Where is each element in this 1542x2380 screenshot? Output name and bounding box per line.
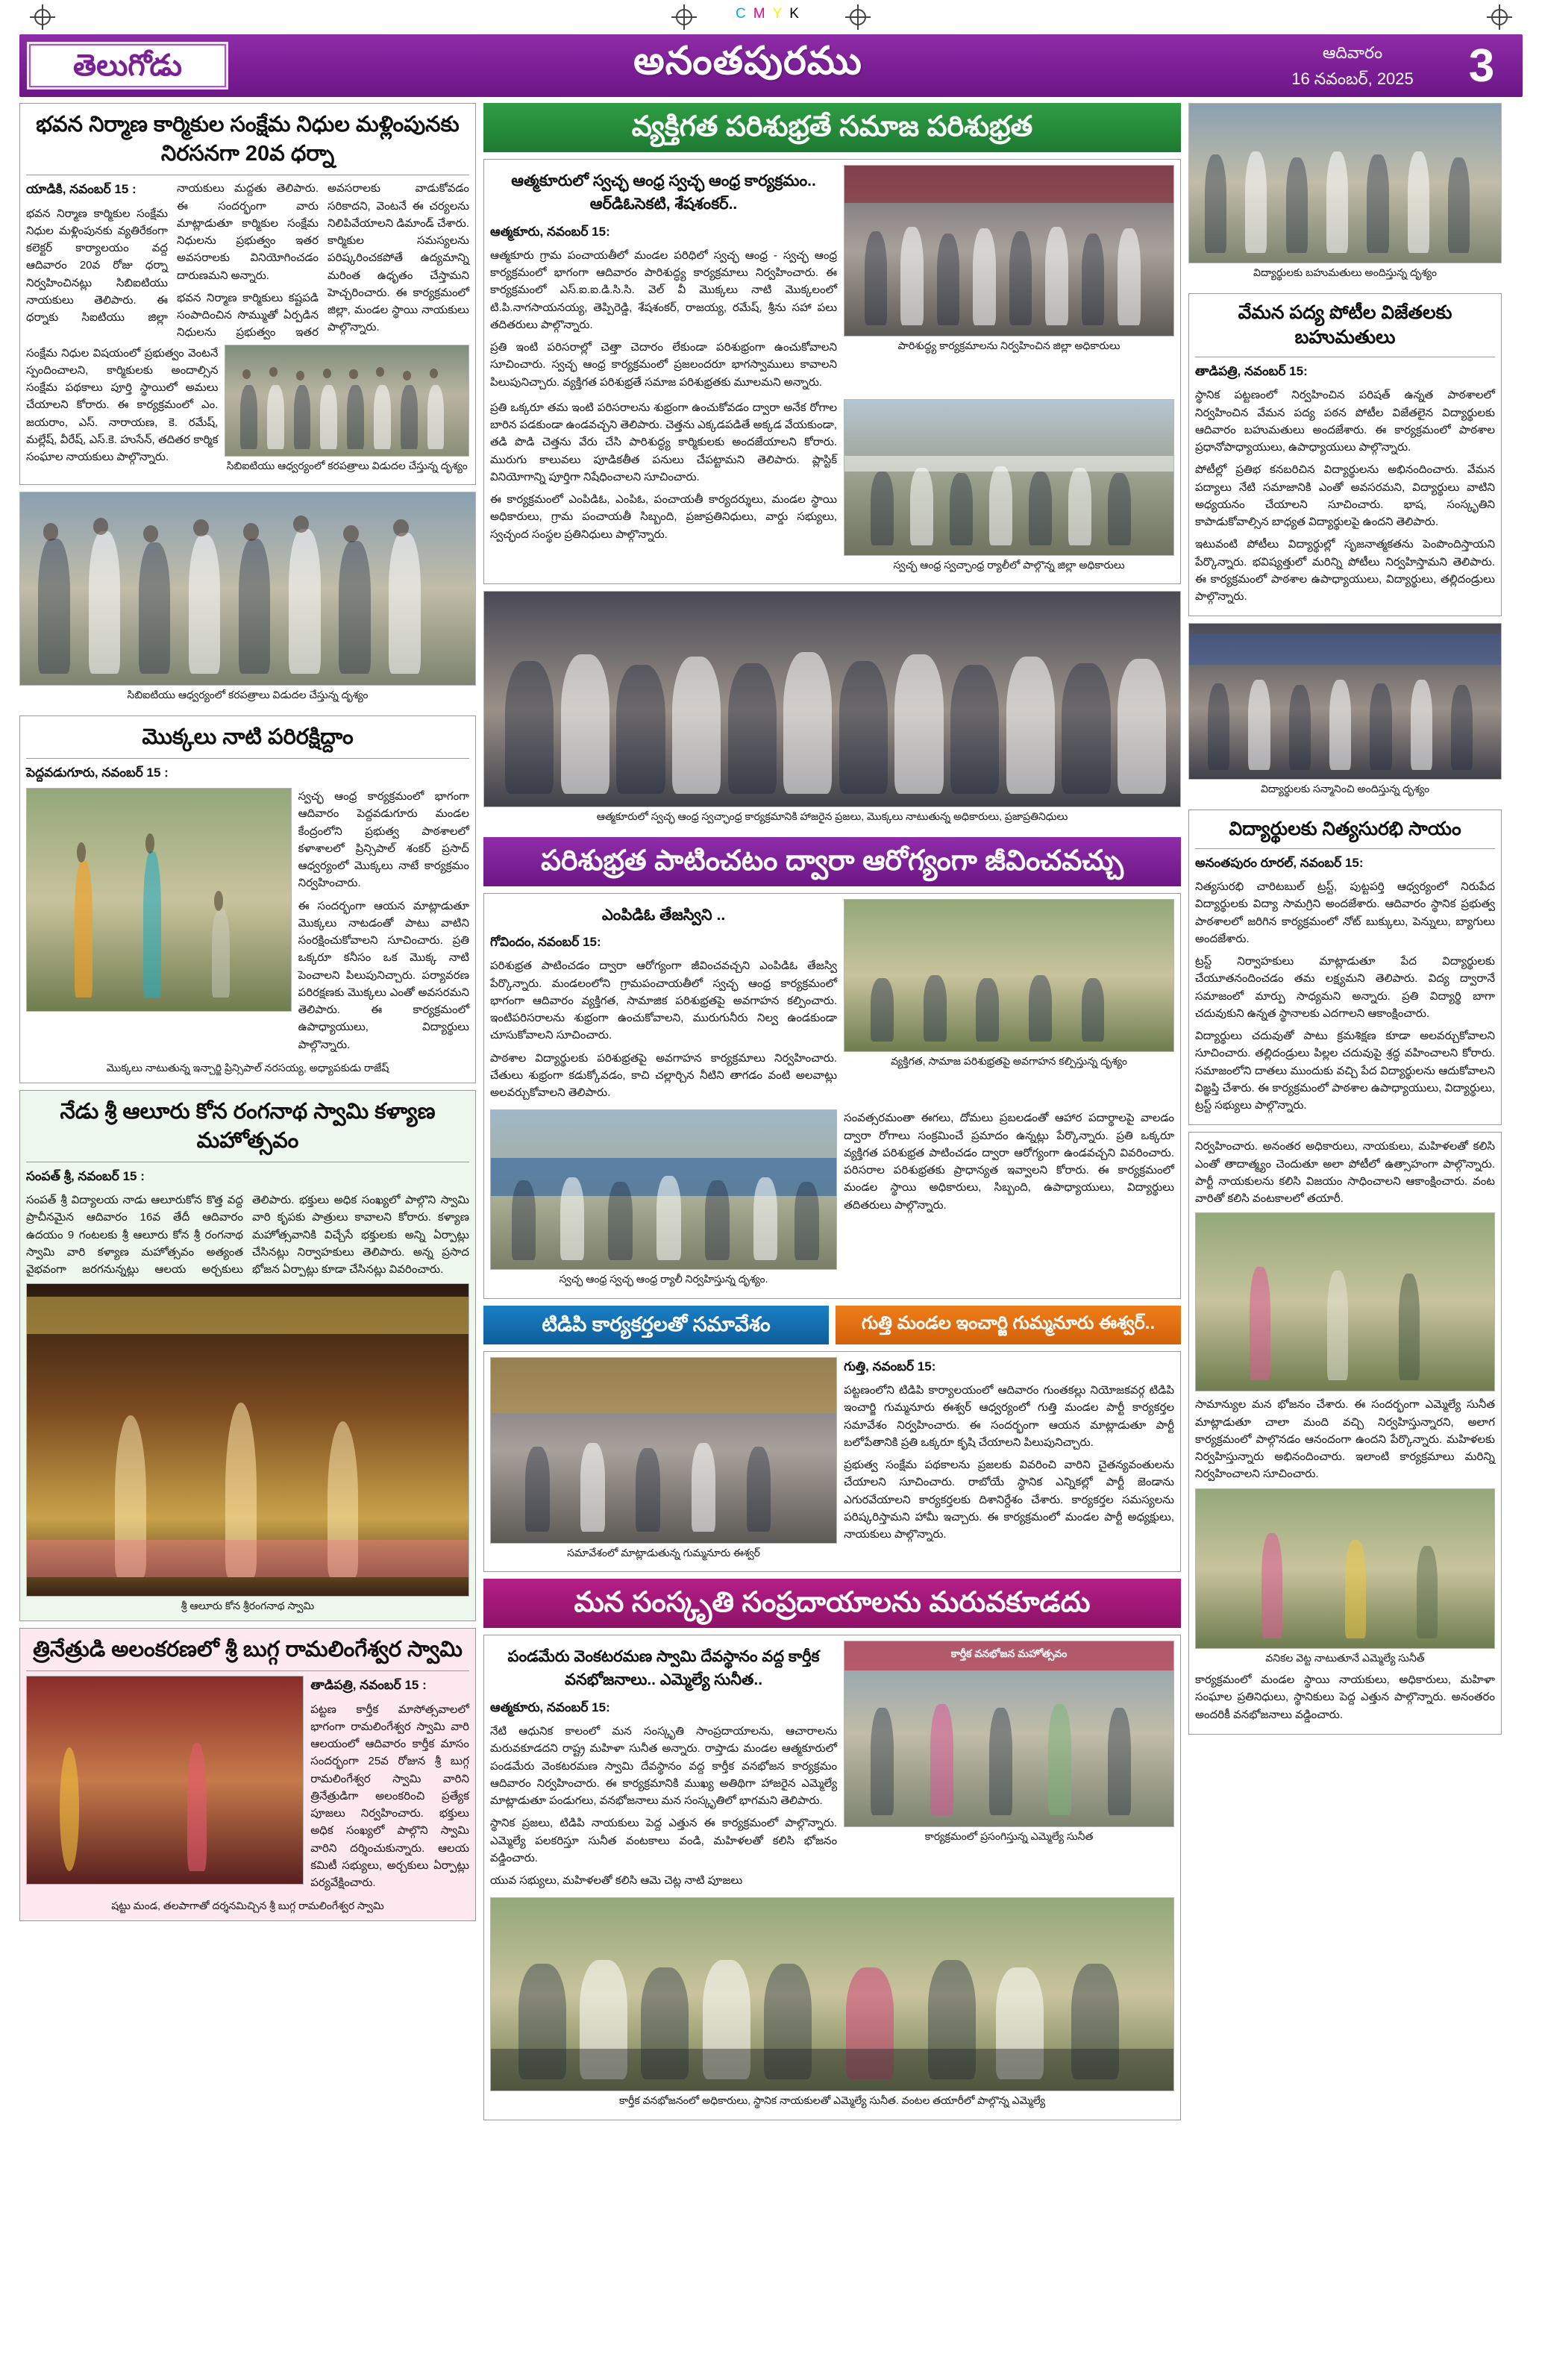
photo-swachh-rally-2 bbox=[490, 1109, 837, 1270]
article-headline: నేడు శ్రీ ఆలూరు కోన రంగనాథ స్వామి కళ్యాణ మహోత్సవం bbox=[60, 1099, 436, 1153]
photo-prize-distribution-2 bbox=[1188, 623, 1502, 780]
photo-vanabhojanalu-dais bbox=[844, 1641, 1174, 1827]
article-paragraph: ప్రతి ఒక్కరూ తమ ఇంటి పరిసరాలను శుభ్రంగా ఉంచుకోవడం ద్వారా అనేక రోగాల బారిన పడకుండా ఉండవచ్చని తెలిపారు. చెత్తను ఎక్కడపడితే అక్కడ వేయకుండా, తడి పొడి చెత్తను వేరు చేసి పారిశుద్ధ్య కార్మికులకు అందజేయాలని కోరారు. మురుగు కాలువలు పూడికతీత పనులు చేపట్టామని తెలిపారు. ప్లాస్టిక్ వినియోగాన్ని పూర్తిగా నిషేధించాలని సూచించారు. bbox=[490, 401, 838, 483]
article-subhead: ఎంపిడిఓ తేజస్విని .. bbox=[601, 906, 726, 924]
photo-caption: సిబిఐటియు ఆధ్వర్యంలో కరపత్రాలు విడుదల చేస్తున్న దృశ్యం bbox=[226, 459, 468, 472]
dateline: గుత్తి, నవంబర్ 15: bbox=[844, 1359, 936, 1374]
banner-hygiene-health: పరిశుభ్రత పాటించటం ద్వారా ఆరోగ్యంగా జీవించవచ్చు bbox=[483, 837, 1181, 886]
dateline: ఆత్మకూరు, నవంబర్ 15: bbox=[490, 1700, 610, 1714]
article-ramalingeswara-swamy bbox=[19, 1628, 476, 1921]
article-paragraph: ఇటువంటి పోటీలు విద్యార్థుల్లో సృజనాత్మకతను పెంపొందిస్తాయని పేర్కొన్నారు. భవిష్యత్తులో మరిన్ని పోటీలు నిర్వహిస్తామని తెలిపారు. ఈ కార్యక్రమంలో పాఠశాల ఉపాధ్యాయులు, విద్యార్థులు, తల్లిదండ్రులు పాల్గొన్నారు. bbox=[1195, 538, 1495, 604]
photo-plantation bbox=[26, 788, 292, 1012]
edition-title: అనంతపురము bbox=[633, 39, 862, 83]
cmyk-y: Y bbox=[772, 6, 790, 22]
article-paragraph: ఈ సందర్భంగా ఆయన మాట్లాడుతూ మొక్కలు నాటడంతో పాటు వాటిని సంరక్షించుకోవాలని సూచించారు. ప్రతి ఒక్కరూ కనీసం ఒక మొక్క నాటి పెంచాలని పిలుపునిచ్చారు. పర్యావరణ పరిరక్షణకు మొక్కలు ఎంతో అవసరమని తెలిపారు. ఈ కార్యక్రమంలో ఉపాధ్యాయులు, విద్యార్థులు పాల్గొన్నారు. bbox=[298, 899, 469, 1051]
logo-text: తెలుగోడు bbox=[73, 49, 182, 82]
photo-caption: షట్టు మండ, తలపాగాతో దర్శనమిచ్చిన శ్రీ బుగ్గ రామలింగేశ్వర స్వామి bbox=[111, 1900, 384, 1912]
article-headline: వేమన పద్య పోటీల విజేతలకు బహుమతులు bbox=[1238, 301, 1452, 348]
photo-sanitation-program bbox=[844, 165, 1174, 336]
article-headline: త్రినేత్రుడి అలంకరణలో శ్రీ బుగ్గ రామలింగేశ్వర స్వామి bbox=[33, 1638, 463, 1662]
banner-personal-hygiene: వ్యక్తిగత పరిశుభ్రతే సమాజ పరిశుభ్రత bbox=[483, 103, 1181, 152]
article-workers-protest bbox=[19, 103, 476, 485]
registration-mark-left bbox=[30, 4, 55, 30]
newspaper-logo bbox=[27, 42, 228, 90]
column-right bbox=[1188, 103, 1502, 2120]
article-paragraph: స్థానిక పట్టణంలో నిర్వహించిన పరిషత్ ఉన్నత పాఠశాలలో నిర్వహించిన వేమన పద్య పఠన పోటీల విజేతలైన విద్యార్థులకు ఆదివారం బహుమతులు అందజేశారు. ఈ కార్యక్రమంలో పాఠశాల ప్రధానోపాధ్యాయులు, ఉపాధ్యాయులు పాల్గొన్నారు. bbox=[1195, 389, 1495, 454]
photo-mla-planting-2 bbox=[1195, 1488, 1495, 1649]
photo-caption: విద్యార్థులకు సన్మానించి అందిస్తున్న దృశ్యం bbox=[1260, 783, 1430, 795]
article-paragraph: సామాన్యుల మన భోజనం చేశారు. ఈ సందర్భంగా ఎమ్మెల్యే సునీత మాట్లాడుతూ చాలా మంది వచ్చి నిర్వహిస్తున్నారని, అలాగ కార్యక్రమంలో పాల్గొనడం ఆనందంగా ఉందని పేర్కొన్నారు. మహిళలకు నిర్వహిస్తున్నారు అభినందించారు. ఇలాంటి కార్యక్రమాలు మరిన్ని నిర్వహించాలని సూచించారు. bbox=[1195, 1398, 1495, 1481]
masthead-day: ఆదివారం bbox=[1322, 43, 1383, 62]
article-plantation bbox=[19, 715, 476, 1083]
article-headline: విద్యార్థులకు నిత్యసురభి సాయం bbox=[1229, 818, 1461, 840]
photo-swachh-rally bbox=[844, 399, 1174, 556]
dateline: గోవిందం, నవంబర్ 15: bbox=[490, 935, 601, 950]
column-left bbox=[19, 103, 476, 2120]
photo-caption: కార్యక్రమంలో ప్రసంగిస్తున్న ఎమ్మెల్యే సునీత bbox=[924, 1829, 1094, 1842]
article-paragraph: స్వచ్ఛ ఆంధ్ర కార్యక్రమంలో భాగంగా ఆదివారం పెద్దవడుగూరు మండల కేంద్రంలోని ప్రభుత్వ పాఠశాలలో కళాశాలలో ప్రిన్సిపాల్ శంకర్ ప్రసాద్ ఆధ్వర్యంలో మొక్కలు నాటే కార్యక్రమం నిర్వహించారు. bbox=[298, 790, 469, 890]
photo-mla-planting bbox=[1195, 1212, 1495, 1391]
registration-mark-center-left bbox=[671, 4, 697, 30]
page-number: 3 bbox=[1468, 40, 1495, 92]
article-subhead: ఆత్మకూరులో స్వచ్ఛ ఆంధ్ర స్వచ్ఛ ఆంధ్ర కార్యక్రమం.. ఆర్‌డిఓసెకటి, శేషశంకర్.. bbox=[511, 172, 816, 213]
article-paragraph: పాఠశాల విద్యార్థులకు పరిశుభ్రతపై అవగాహన కార్యక్రమాలు నిర్వహించారు. చేతులు శుభ్రంగా కడుక్కోవడం, కాచి చల్లార్చిన నీటిని తాగడం వంటి అలవాట్లు అలవర్చుకోవాలని తెలిపారు. bbox=[490, 1051, 838, 1100]
article-nityasurabhi-help bbox=[1188, 809, 1502, 1125]
article-paragraph: సంపత్ శ్రీ విద్యాలయ నాడు ఆలూరుకోన కొత్త వద్ద ప్రాచీనమైన ఆదివారం 16వ తేదీ ఆదివారం ఉదయం 9 గంటలకు శ్రీ ఆలూరు కోన శ్రీ రంగనాథ స్వామి వారి కళ్యాణ మహోత్సవం అత్యంత వైభవంగా జరగనున్నట్లు ఆలయ అర్చకులు తెలిపారు. భక్తులు అధిక సంఖ్యలో పాల్గొని స్వామి వారి కృపకు పాత్రులు కావాలని కోరారు. కళ్యాణ మహోత్సవానికి విచ్చేసే భక్తులకు అన్ని ఏర్పాట్లు చేసినట్లు నిర్వాహకులు తెలిపారు. అన్న ప్రసాద భోజన ఏర్పాట్లు కూడా చేసినట్లు వివరించారు. bbox=[26, 1194, 469, 1277]
photo-vanabhojanalu-cooking bbox=[490, 1897, 1174, 2091]
article-paragraph: భవన నిర్మాణ కార్మికులు కష్టపడి సంపాదించిన సొమ్ముతో ఏర్పడిన నిధులను ప్రభుత్వం ఇతర అవసరాలకు వాడుకోవడం సరికాదని, వెంటనే ఈ చర్యలను నిలిపివేయాలని డిమాండ్ చేశారు. కార్మికుల సమస్యలను పరిష్కరించకపోతే ఉద్యమాన్ని మరింత ఉధృతం చేస్తామని హెచ్చరించారు. ఈ కార్యక్రమంలో జిల్లా, మండల స్థాయి నాయకులు పాల్గొన్నారు. bbox=[177, 182, 469, 339]
article-vanabhojanalu-continued bbox=[1188, 1132, 1502, 1735]
photo-block-prizes-mid bbox=[1188, 623, 1502, 798]
article-subhead: పండమేరు వెంకటరమణ స్వామి దేవస్థానం వద్ద కార్తీక వనభోజనాలు.. ఎమ్మెల్యే సునీత.. bbox=[507, 1647, 820, 1689]
photo-caption: సిబిఐటియు ఆధ్వర్యంలో కరపత్రాలు విడుదల చేస్తున్న దృశ్యం bbox=[127, 689, 369, 701]
print-registration-bar bbox=[0, 0, 1542, 34]
cmyk-c: C bbox=[736, 6, 753, 22]
photo-caption: సమావేశంలో మాట్లాడుతున్న గుమ్మనూరు ఈశ్వర్ bbox=[567, 1546, 760, 1559]
photo-atmakuru-event bbox=[483, 591, 1181, 807]
cmyk-k: K bbox=[789, 6, 806, 22]
article-paragraph: స్థానిక ప్రజలు, టిడిపి నాయకులు పెద్ద ఎత్తున ఈ కార్యక్రమంలో పాల్గొన్నారు. ఎమ్మెల్యే పలకరిస్తూ సునీత వంటకాలు వండి, మహిళలతో కలిసి భోజనం వడ్డించారు. bbox=[490, 1817, 838, 1864]
photo-caption: కార్తీక వనభోజనంలో అధికారులు, స్థానిక నాయకులతో ఎమ్మెల్యే సునీత. వంటల తయారీలో పాల్గొన్న ఎమ్మెల్యే bbox=[618, 2094, 1046, 2107]
photo-shiva-alankarana bbox=[26, 1676, 304, 1885]
column-center bbox=[483, 103, 1181, 2120]
photo-caption: స్వచ్ఛ ఆంధ్ర స్వచ్ఛ ఆంధ్ర ర్యాలీ నిర్వహిస్తున్న దృశ్యం. bbox=[559, 1273, 768, 1285]
article-swachh-andhra bbox=[483, 159, 1181, 585]
article-paragraph: సంవత్సరమంతా ఈగలు, దోమలు ప్రబలడంతో ఆహార పదార్థాలపై వాలడం ద్వారా రోగాలు సంక్రమించే ప్రమాదం ఉన్నట్లు పేర్కొన్నారు. ప్రతి ఒక్కరూ వ్యక్తిగత పరిశుభ్రత పాటించడం ద్వారా ఆరోగ్యంగా ఉండవచ్చని వివరించారు. పరిసరాల పరిశుభ్రతకు ప్రాధాన్యత ఇవ్వాలని కోరారు. ఈ కార్యక్రమంలో మండల స్థాయి అధికారులు, సిబ్బంది, ఉపాధ్యాయులు, విద్యార్థులు తదితరులు పాల్గొన్నారు. bbox=[844, 1112, 1174, 1212]
photo-caption: వనికల వెట్ట నాటుతూనే ఎమ్మెల్యే సునీత్ bbox=[1265, 1651, 1425, 1664]
article-vanabhojanalu bbox=[483, 1635, 1181, 2120]
article-paragraph: భవన నిర్మాణ కార్మికుల సంక్షేమ నిధుల మళ్లింపునకు వ్యతిరేకంగా కలెక్టర్ కార్యాలయం వద్ద ఆదివారం 20వ రోజు ధర్నా నిర్వహించినట్లు సిబిఐటియు నాయకులు తెలిపారు. ఈ ధర్నాకు సిఐటియు జిల్లా నాయకులు మద్దతు తెలిపారు. ఈ సందర్భంగా వారు మాట్లాడుతూ కార్మికుల సంక్షేమ నిధులను ప్రభుత్వం ఇతర అవసరాలకు వినియోగించడం దారుణమని అన్నారు. bbox=[26, 182, 319, 325]
article-paragraph: ట్రస్ట్ నిర్వాహకులు మాట్లాడుతూ పేద విద్యార్థులకు చేయూతనందించడం తమ లక్ష్యమని తెలిపారు. విద్య ద్వారానే సమాజంలో మార్పు సాధ్యమని అన్నారు. ప్రతి విద్యార్థి బాగా చదువుకుని ఉన్నత స్థానాలకు ఎదగాలని ఆకాంక్షించారు. bbox=[1195, 955, 1495, 1020]
article-paragraph: పట్టణంలోని టిడిపి కార్యాలయంలో ఆదివారం గుంతకల్లు నియోజకవర్గ టిడిపి ఇంచార్జి గుమ్మనూరు ఈశ్వర్ ఆధ్వర్యంలో గుత్తి మండల పార్టీ కార్యకర్తల సమావేశం నిర్వహించారు. ఈ సందర్భంగా ఆయన మాట్లాడుతూ పార్టీ బలోపేతానికి ప్రతి ఒక్కరూ కృషి చేయాలని పిలుపునిచ్చారు. bbox=[844, 1384, 1174, 1449]
article-mpdo-tejaswini bbox=[483, 893, 1181, 1299]
article-paragraph: నిత్యసురభి చారిటబుల్ ట్రస్ట్, పుట్టపర్తి ఆధ్వర్యంలో నిరుపేద విద్యార్థులకు విద్యా సామగ్రిని అందజేశారు. ఆదివారం స్థానిక ప్రభుత్వ పాఠశాలలో జరిగిన కార్యక్రమంలో నోట్ బుక్కులు, పెన్నులు, బ్యాగులు అందజేశారు. bbox=[1195, 880, 1495, 945]
article-paragraph: ప్రభుత్వ సంక్షేమ పథకాలను ప్రజలకు వివరించి వారిని చైతన్యవంతులను చేయాలని సూచించారు. రాబోయే స్థానిక ఎన్నికల్లో పార్టీ జెండాను ఎగురవేయాలని కార్యకర్తలకు దిశానిర్దేశం చేశారు. కార్యకర్తల సమస్యలను పరిష్కరిస్తామని హామీ ఇచ్చారు. ఈ కార్యక్రమంలో మండల పార్టీ అధ్యక్షులు, నాయకులు పాల్గొన్నారు. bbox=[844, 1459, 1174, 1541]
photo-caption: శ్రీ ఆలూరు కోన శ్రీరంగనాథ స్వామి bbox=[181, 1600, 315, 1612]
dateline: తాడిపత్రి, నవంబర్ 15 : bbox=[310, 1678, 427, 1693]
article-tdp-meeting bbox=[483, 1351, 1181, 1573]
article-paragraph: ఆత్మకూరు గ్రామ పంచాయతీలో మండల పరిధిలో స్వచ్ఛ ఆంధ్ర - స్వచ్ఛ ఆంధ్ర కార్యక్రమంలో భాగంగా ఆదివారం పారిశుద్ధ్య కార్యక్రమాలు నిర్వహించారు. ఈ కార్యక్రమంలో ఎస్.ఐ.ఐ.డి.సి.సి. వెల్ వీ మొక్కలు నాటి మొక్కలంలో టి.పి.నాగసాయనయ్య, తెప్పిరెడ్డి, శేషశంకర్, రాజయ్య, రమేష్, శ్రీను సహా పలు తదితరులు పాల్గొన్నారు. bbox=[490, 248, 838, 331]
banner-tdp-meeting: టిడిపి కార్యకర్తలతో సమావేశం bbox=[483, 1306, 829, 1344]
masthead-date: 16 నవంబర్, 2025 bbox=[1291, 69, 1414, 88]
article-paragraph: నేటి ఆధునిక కాలంలో మన సంస్కృతి సాంప్రదాయాలను, ఆచారాలను మరువకూడదని రాష్ట్ర మహిళా సునీత అన్నారు. రాప్తాడు మండల ఆత్మకూరులో పండమేరు వెంకటరమణ స్వామి దేవస్థానం వద్ద కార్తీక వనభోజన కార్యక్రమం ఆదివారం నిర్వహించారు. ఈ కార్యక్రమానికి ముఖ్య అతిథిగా హాజరైన ఎమ్మెల్యే మాట్లాడుతూ పండుగలు, వనభోజనాలు మన సంస్కృతిలో భాగమని తెలిపారు. bbox=[490, 1725, 838, 1808]
photo-tdp-meeting bbox=[490, 1357, 837, 1544]
article-paragraph: ఈ కార్యక్రమంలో ఎంపిడిఓ, ఎంపిఓ, పంచాయతీ కార్యదర్శులు, మండల స్థాయి అధికారులు, గ్రామ పంచాయతీ సిబ్బంది, ప్రజాప్రతినిధులు, వార్డు సభ్యులు, స్వచ్ఛంద సంస్థల ప్రతినిధులు పాల్గొన్నారు. bbox=[490, 493, 838, 541]
article-paragraph: పట్టణ కార్తీక మాసోత్సవాలలో భాగంగా రామలింగేశ్వర స్వామి వారి ఆలయంలో ఆదివారం కార్తీక మాసం సందర్భంగా 25వ రోజున శ్రీ బుగ్గ రామలింగేశ్వర స్వామి వారిని త్రినేత్రుడిగా అలంకరించి ప్రత్యేక పూజలు నిర్వహించారు. భక్తులు అధిక సంఖ్యలో పాల్గొని స్వామి వారిని దర్శించుకున్నారు. ఆలయ కమిటీ సభ్యులు, అర్చకులు ఏర్పాట్లు పర్యవేక్షించారు. bbox=[310, 1703, 469, 1889]
photo-caption: వ్యక్తిగత, సామాజ పరిశుభ్రతపై అవగాహన కల్పిస్తున్న దృశ్యం bbox=[891, 1054, 1127, 1067]
photo-prize-distribution-1 bbox=[1188, 103, 1502, 263]
article-paragraph: నిర్వహించారు. అనంతర అధికారులు, నాయకులు, మహిళలతో కలిసి ఎంతో తాదాత్మ్యం చెందుతూ అలా పోటీలో ఉత్సాహంగా పాల్గొన్నారు. పార్టీ నాయకులను కలిసి విజయం సాధించాలని ఆకాంక్షించారు. వంట వారితో కలిసి వంటకాలలో తయారీ. bbox=[1195, 1140, 1495, 1206]
article-paragraph: పరిశుభ్రత పాటించడం ద్వారా ఆరోగ్యంగా జీవించవచ్చని ఎంపిడిఓ తేజస్వి పేర్కొన్నారు. మండలంలోని గ్రామపంచాయతీలో స్వచ్ఛ ఆంధ్ర కార్యక్రమంలో భాగంగా ఆదివారం వ్యక్తిగత, సామాజిక పరిశుభ్రతపై అవగాహన కల్పించారు. ఇంటిపరిసరాలను శుభ్రంగా ఉంచుకోవాలని, మురుగునీరు నిల్వ ఉండకుండా చూసుకోవాలని సూచించారు. bbox=[490, 959, 838, 1042]
page-grid bbox=[19, 103, 1523, 2120]
photo-caption: విద్యార్థులకు బహుమతులు అందిస్తున్న దృశ్యం bbox=[1253, 266, 1437, 278]
banner-gutti-incharge: గుత్తి మండల ఇంచార్జి గుమ్మనూరు ఈశ్వర్.. bbox=[836, 1306, 1181, 1344]
article-vemana-poetry-prizes bbox=[1188, 293, 1502, 617]
dateline: అనంతపురం రూరల్, నవంబర్ 15: bbox=[1195, 855, 1364, 870]
article-headline: మొక్కలు నాటి పరిరక్షిద్దాం bbox=[142, 724, 354, 749]
photo-pamphlet-release-1 bbox=[225, 345, 469, 457]
photo-caption: మొక్కలు నాటుతున్న ఇన్చార్జి ప్రిన్సిపాల్ నరసయ్య, అధ్యాపకుడు రాజేష్ bbox=[106, 1061, 389, 1074]
registration-mark-right bbox=[1487, 4, 1512, 30]
dateline: తాడిపత్రి, నవంబర్ 15: bbox=[1195, 364, 1308, 379]
dateline: సంపత్ శ్రీ, నవంబర్ 15 : bbox=[26, 1168, 145, 1183]
photo-caption: ఆత్మకూరులో స్వచ్ఛ ఆంధ్ర స్వచ్ఛాంధ్ర కార్యక్రమానికి హాజరైన ప్రజలు, మొక్కలు నాటుతున్న అధికారులు, ప్రజాప్రతినిధులు bbox=[596, 810, 1068, 823]
dateline: ఆత్మకూరు, నవంబర్ 15: bbox=[490, 224, 610, 239]
article-headline: భవన నిర్మాణ కార్మికుల సంక్షేమ నిధుల మళ్లింపునకు నిరసనగా 20వ ధర్నా bbox=[36, 113, 460, 166]
article-paragraph: సంక్షేమ నిధుల విషయంలో ప్రభుత్వం వెంటనే స్పందించాలని, కార్మికులకు అందాల్సిన సంక్షేమ పథకాలు పూర్తి స్థాయిలో అమలు చేయాలని కోరారు. ఈ కార్యక్రమంలో ఎం. జయరాం, ఎస్. నారాయణ, కె. రమేష్, మల్లేష్, వీరేష్, ఎస్.కె. హుసేన్, తదితర కార్మిక సంఘాల నాయకులు పాల్గొన్నారు. bbox=[26, 346, 219, 464]
masthead bbox=[19, 34, 1523, 97]
dateline: పెద్దవడుగూరు, నవంబర్ 15 : bbox=[26, 765, 169, 780]
article-paragraph: యువ సభ్యులు, మహిళలతో కలిసి ఆమె చెట్ల నాటి పూజలు bbox=[490, 1874, 743, 1888]
article-paragraph: ప్రతి ఇంటి పరిసరాల్లో చెత్తా చెదారం లేకుండా పరిశుభ్రంగా ఉంచుకోవాలని సూచించారు. స్వచ్ఛ ఆంధ్ర కార్యక్రమంలో ప్రజలందరూ భాగస్వాములు కావాలని పిలుపునిచ్చారు. వ్యక్తిగత పరిశుభ్రతే సమాజ పరిశుభ్రతకు మూలమని అన్నారు. bbox=[490, 341, 838, 389]
article-ranganatha-kalyanam bbox=[19, 1090, 476, 1621]
photo-block-prizes-top bbox=[1188, 103, 1502, 282]
photo-pamphlet-release-2 bbox=[19, 492, 476, 686]
masthead-date-block bbox=[1267, 40, 1454, 92]
cmyk-color-bar bbox=[736, 6, 806, 22]
banner-culture-traditions: మన సంస్కృతి సంప్రదాయాలను మరువకూడదు bbox=[483, 1579, 1181, 1628]
registration-mark-center-right bbox=[845, 4, 871, 30]
article-paragraph: పోటీల్లో ప్రతిభ కనబరిచిన విద్యార్థులను అభినందించారు. వేమన పద్యాలు నేటి సమాజానికి ఎంతో అవసరమని, విద్యార్థులు వాటిని అధ్యయనం చేయాలని సూచించారు. భాష, సంస్కృతిని కాపాడుకోవాల్సిన బాధ్యత విద్యార్థులపై ఉందని తెలిపారు. bbox=[1195, 463, 1495, 529]
photo-banner-text: కార్తీక వనభోజన మహోత్సవం bbox=[950, 1647, 1068, 1659]
photo-ranganatha-swamy bbox=[26, 1283, 469, 1597]
photo-block-pamphlet-2 bbox=[19, 492, 476, 704]
photo-caption: పారిశుద్ధ్య కార్యక్రమాలను నిర్వహించిన జిల్లా అధికారులు bbox=[897, 339, 1121, 351]
photo-block-wide-event bbox=[483, 591, 1181, 826]
photo-caption: స్వచ్ఛ ఆంధ్ర స్వచ్ఛాంధ్ర ర్యాలీలో పాల్గొన్న జిల్లా అధికారులు bbox=[893, 558, 1125, 571]
dateline: యాడికి, నవంబర్ 15 : bbox=[26, 182, 137, 197]
photo-awareness-session bbox=[844, 899, 1174, 1052]
article-paragraph: విద్యార్థులు చదువుతో పాటు క్రమశిక్షణ కూడా అలవర్చుకోవాలని సూచించారు. తల్లిదండ్రులు పిల్లల చదువుపై శ్రద్ధ వహించాలని కోరారు. సమాజంలోని దాతలు ముందుకు వచ్చి పేద విద్యార్థులను ఆదుకోవాలని విజ్ఞప్తి చేశారు. ఈ కార్యక్రమంలో పాఠశాల ఉపాధ్యాయులు, విద్యార్థులు, ట్రస్ట్ సభ్యులు పాల్గొన్నారు. bbox=[1195, 1030, 1495, 1112]
cmyk-m: M bbox=[753, 6, 773, 22]
article-paragraph: కార్యక్రమంలో మండల స్థాయి నాయకులు, అధికారులు, మహిళా సంఘాల ప్రతినిధులు, స్థానికులు పెద్ద ఎత్తున పాల్గొన్నారు. అనంతరం అందరికీ వనభోజనాలు వడ్డించారు. bbox=[1195, 1673, 1495, 1721]
